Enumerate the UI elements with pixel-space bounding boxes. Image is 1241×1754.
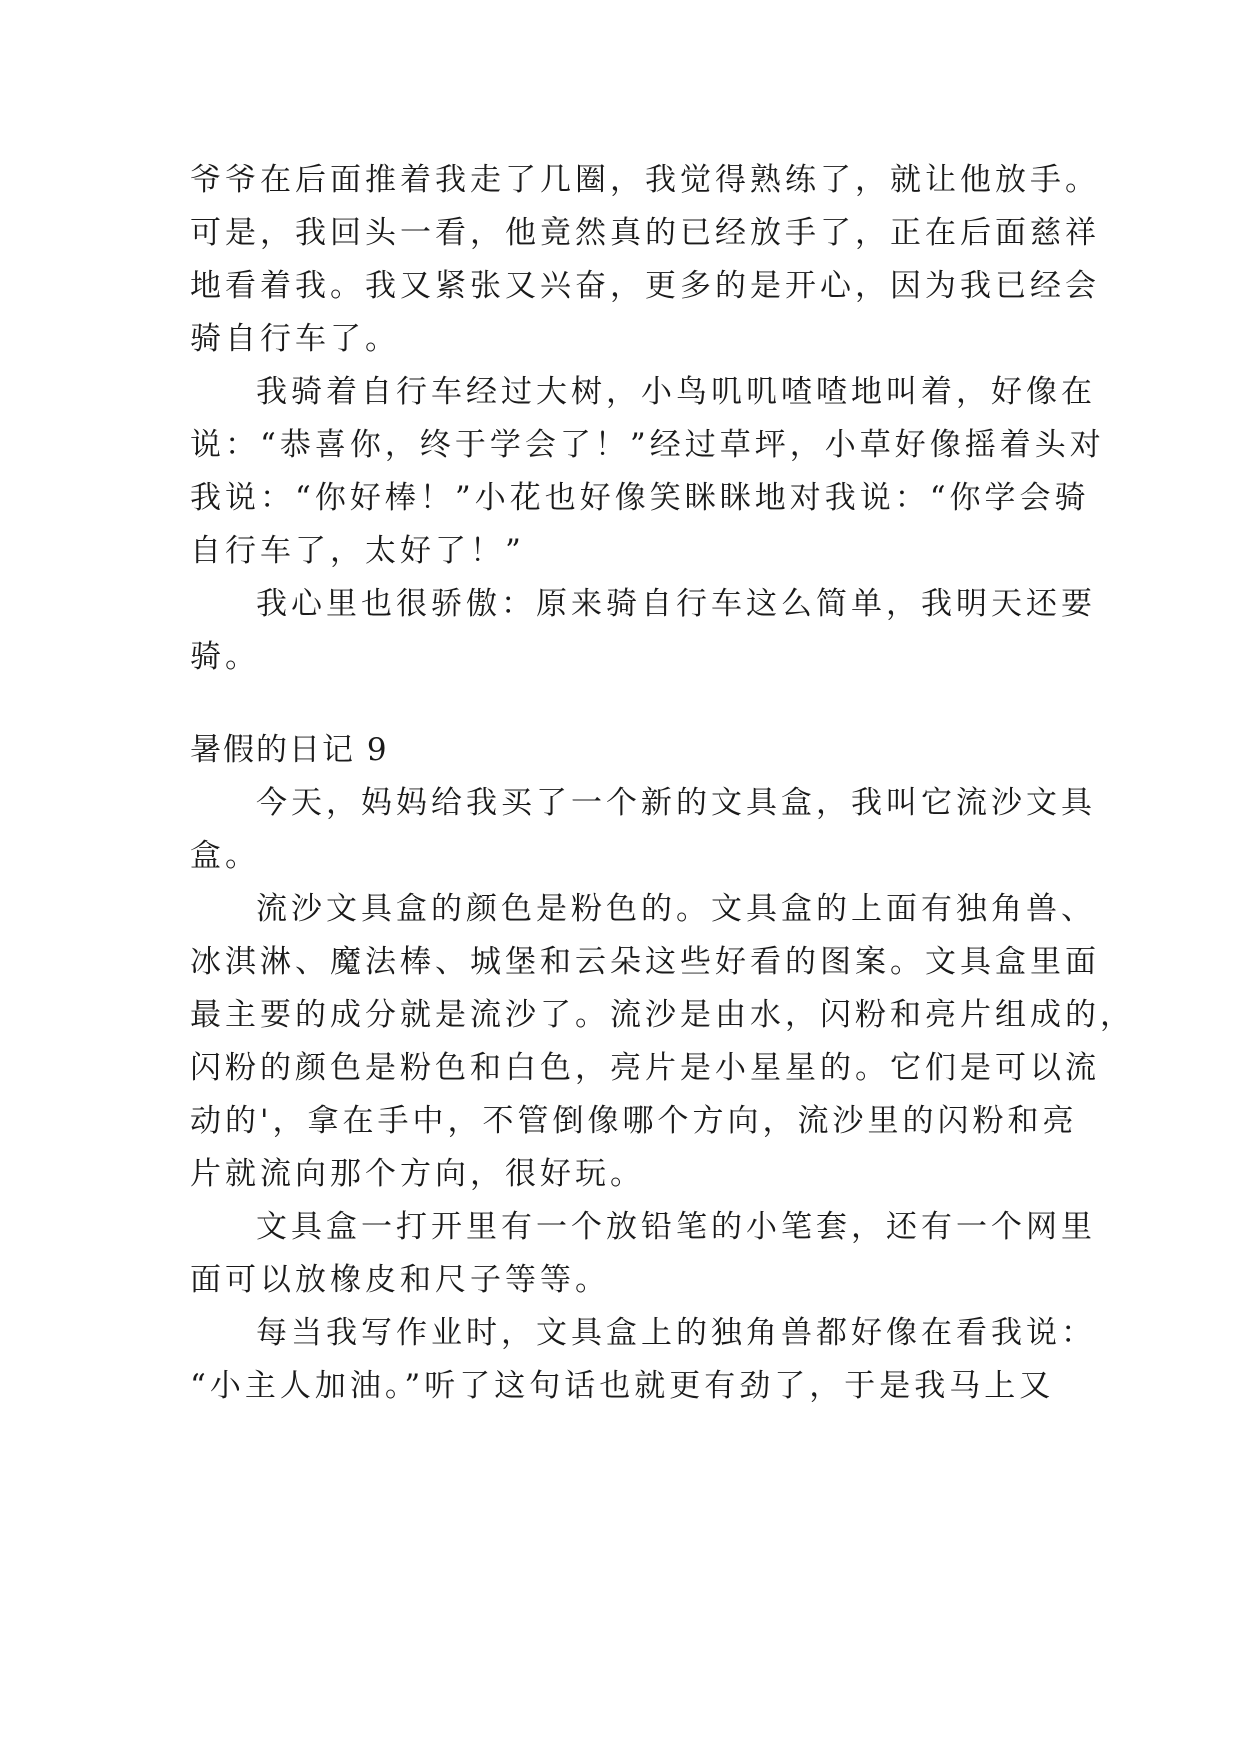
text-line: 地看着我。我又紧张又兴奋，更多的是开心，因为我已经会 (190, 268, 1100, 304)
text-line: 文具盒一打开里有一个放铅笔的小笔套，还有一个网里 (256, 1209, 1096, 1245)
section-heading: 暑假的日记 9 (190, 732, 389, 768)
text-line: 流沙文具盒的颜色是粉色的。文具盒的上面有独角兽、 (256, 891, 1096, 927)
text-line: 最主要的成分就是流沙了。流沙是由水，闪粉和亮片组成的， (190, 997, 1135, 1033)
text-line: 骑。 (190, 639, 260, 675)
text-line: 每当我写作业时，文具盒上的独角兽都好像在看我说： (256, 1315, 1096, 1351)
text-line: 动的'，拿在手中，不管倒像哪个方向，流沙里的闪粉和亮 (190, 1103, 1078, 1139)
text-line: 骑自行车了。 (190, 321, 400, 357)
text-line: 说：“恭喜你，终于学会了！”经过草坪，小草好像摇着头对 (190, 427, 1105, 463)
text-line: 自行车了，太好了！” (190, 533, 525, 569)
text-line: 片就流向那个方向，很好玩。 (190, 1156, 645, 1192)
text-line: 今天，妈妈给我买了一个新的文具盒，我叫它流沙文具 (256, 785, 1096, 821)
text-line: 爷爷在后面推着我走了几圈，我觉得熟练了，就让他放手。 (190, 162, 1100, 198)
text-line: “小主人加油。”听了这句话也就更有劲了，于是我马上又 (190, 1368, 1055, 1404)
text-line: 盒。 (190, 838, 260, 874)
text-line: 我说：“你好棒！”小花也好像笑眯眯地对我说：“你学会骑 (190, 480, 1090, 516)
text-line: 可是，我回头一看，他竟然真的已经放手了，正在后面慈祥 (190, 215, 1100, 251)
text-line: 我心里也很骄傲：原来骑自行车这么简单，我明天还要 (256, 586, 1096, 622)
text-line: 闪粉的颜色是粉色和白色，亮片是小星星的。它们是可以流 (190, 1050, 1100, 1086)
text-line: 我骑着自行车经过大树，小鸟叽叽喳喳地叫着，好像在 (256, 374, 1096, 410)
text-line: 面可以放橡皮和尺子等等。 (190, 1262, 610, 1298)
text-line: 冰淇淋、魔法棒、城堡和云朵这些好看的图案。文具盒里面 (190, 944, 1100, 980)
